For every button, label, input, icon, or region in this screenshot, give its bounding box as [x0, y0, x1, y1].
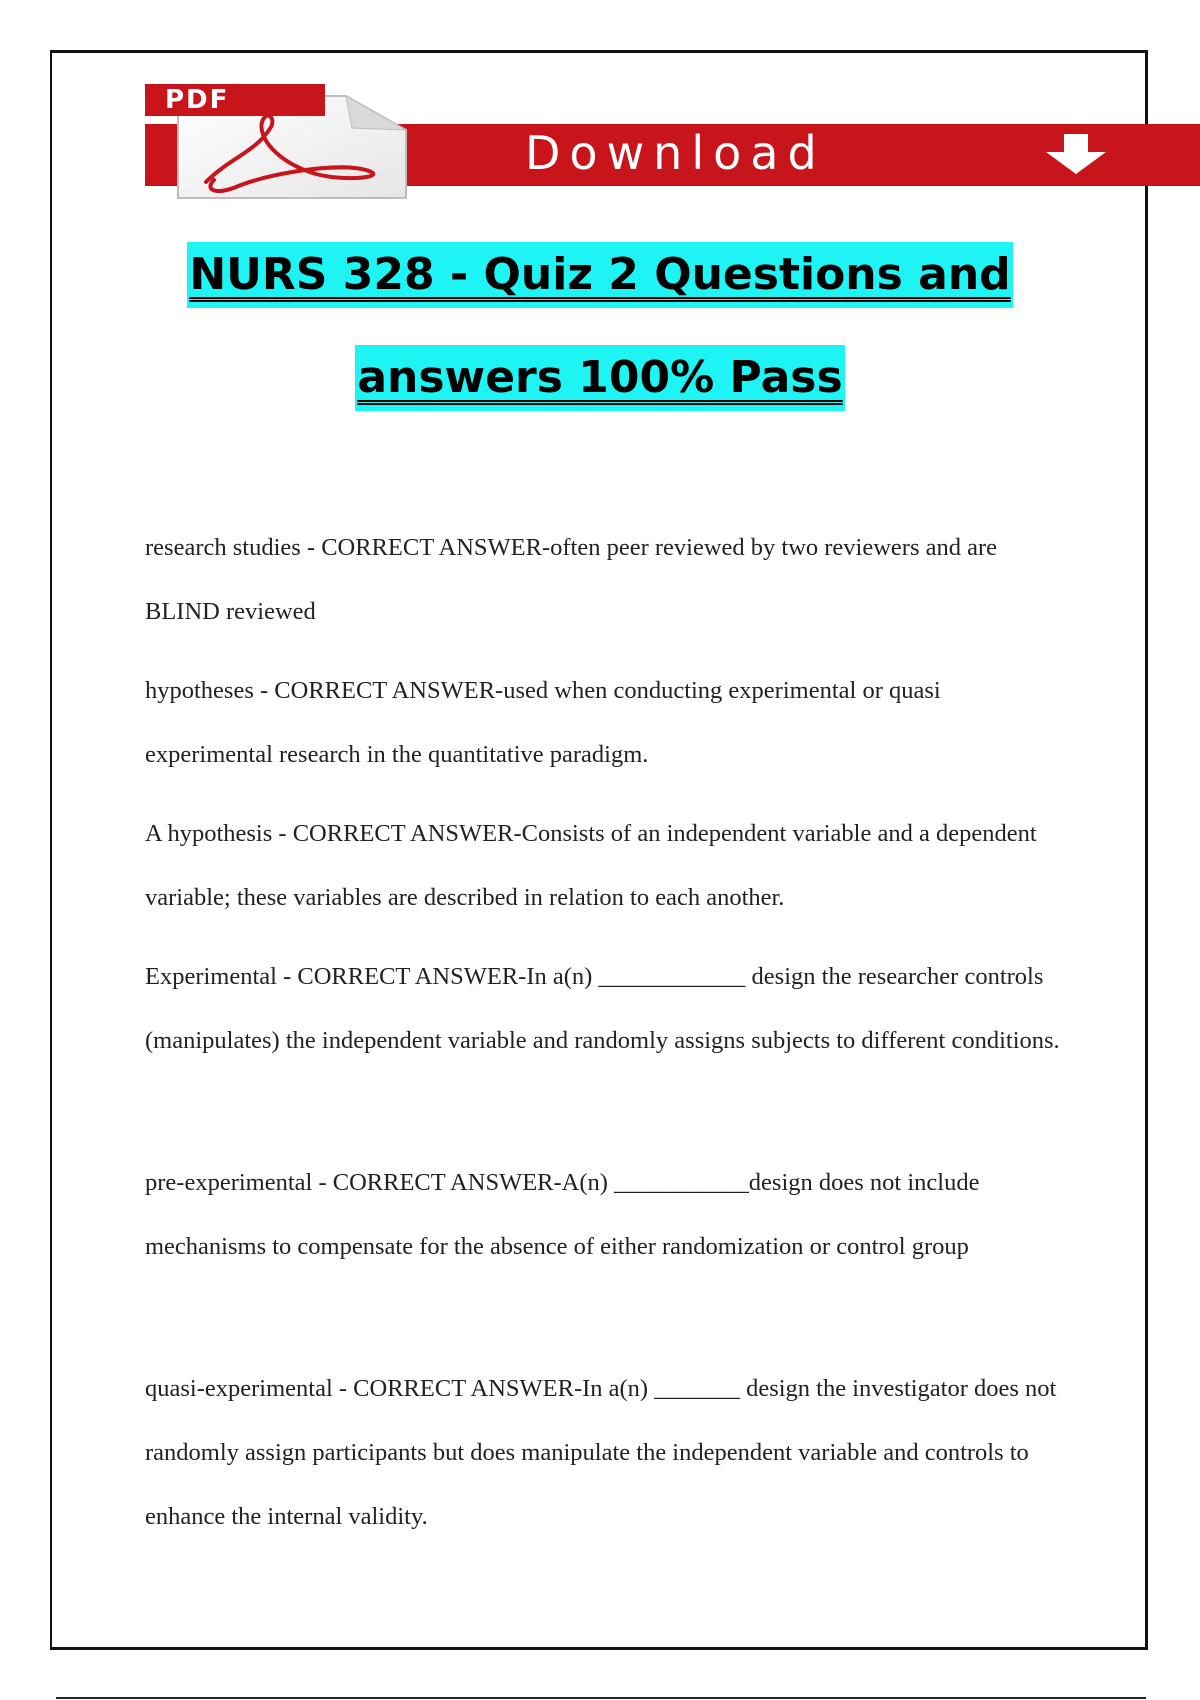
qa-separator: - CORRECT ANSWER-	[272, 820, 522, 847]
qa-separator: - CORRECT ANSWER-	[332, 1375, 583, 1402]
page-title-text-2: answers 100% Pass	[355, 345, 844, 411]
qa-separator: - CORRECT ANSWER-	[312, 1169, 562, 1196]
pdf-label: PDF	[145, 84, 325, 116]
qa-entry	[145, 802, 1065, 930]
qa-entry	[145, 516, 1065, 644]
qa-separator: - CORRECT ANSWER-	[253, 677, 504, 704]
qa-entry	[145, 1357, 1065, 1549]
qa-answer: Consists of an independent variable and a dependent variable; these variables are described in relation to each another.	[145, 820, 1037, 911]
down-arrow-icon[interactable]	[1038, 132, 1114, 176]
page-title-line-2	[0, 345, 1200, 411]
qa-entry	[145, 945, 1065, 1073]
qa-term: Experimental	[145, 963, 277, 990]
bottom-rule	[56, 1697, 1146, 1699]
qa-answer: In a(n) ____________ design the researcher controls (manipulates) the independent variable and randomly assigns subjects to different conditions.	[145, 963, 1060, 1054]
qa-answer: often peer reviewed by two reviewers and are BLIND reviewed	[145, 534, 998, 625]
qa-term: quasi-experimental	[145, 1375, 333, 1402]
qa-entry	[145, 1151, 1065, 1279]
qa-separator: - CORRECT ANSWER-	[276, 963, 527, 990]
qa-answer: used when conducting experimental or quasi experimental research in the quantitative paradigm.	[145, 677, 941, 768]
qa-term: research studies	[145, 534, 301, 561]
qa-separator: - CORRECT ANSWER-	[300, 534, 551, 561]
page-title-text-1: NURS 328 - Quiz 2 Questions and	[187, 242, 1012, 308]
qa-term: A hypothesis	[145, 820, 273, 847]
qa-entry	[145, 659, 1065, 787]
qa-term: hypotheses	[145, 677, 254, 704]
download-label[interactable]: Download	[525, 126, 826, 180]
qa-term: pre-experimental	[145, 1169, 313, 1196]
qa-answer: In a(n) _______ design the investigator does not randomly assign participants but does manipulate the independent variable and controls to enhance the internal validity.	[145, 1375, 1057, 1530]
page-title-line-1	[0, 242, 1200, 308]
qa-answer: A(n) ___________design does not include mechanisms to compensate for the absence of either randomization or control group	[145, 1169, 980, 1260]
